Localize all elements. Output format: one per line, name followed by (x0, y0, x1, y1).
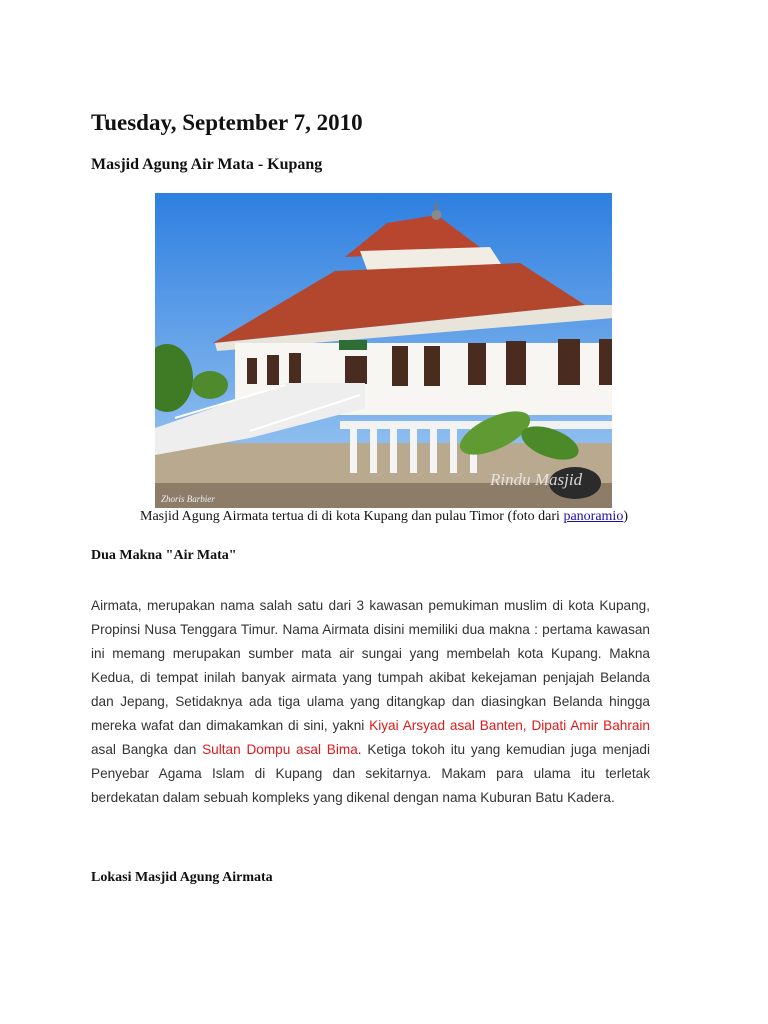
highlight-ulama-2: Sultan Dompu asal Bima (202, 742, 358, 757)
highlight-ulama-1: Kiyai Arsyad asal Banten, Dipati Amir Bahrain (369, 718, 650, 733)
caption-close: ) (623, 509, 628, 524)
section-heading-dua-makna: Dua Makna "Air Mata" (91, 548, 237, 563)
panoramio-link[interactable]: panoramio (563, 509, 624, 524)
paragraph-text-1: Airmata, merupakan nama salah satu dari 3 kawasan pemukiman muslim di kota Kupang, Propinsi Nusa Tenggara Timur. Nama Airmata disini memiliki dua makna : pertama kawasan ini memang merupakan sumber mata air sungai yang membelah kota Kupang. Makna Kedua, di tempat inilah banyak airmata yang tumpah akibat kekejaman penjajah Belanda dan Jepang, Setidaknya ada tiga ulama yang ditangkap dan diasingkan Belanda hingga mereka wafat dan dimakamkan di sini, yakni (91, 598, 650, 733)
date-header: Tuesday, September 7, 2010 (91, 110, 363, 135)
section-heading-lokasi: Lokasi Masjid Agung Airmata (91, 870, 273, 885)
body-paragraph (91, 594, 650, 810)
post-title: Masjid Agung Air Mata - Kupang (91, 156, 323, 173)
mosque-photo[interactable] (155, 193, 612, 508)
photo-caption (0, 509, 768, 525)
photo-watermark-right: Rindu Masjid (490, 470, 583, 489)
caption-text: Masjid Agung Airmata tertua di di kota Kupang dan pulau Timor (foto dari (140, 509, 564, 524)
paragraph-text-3: . Ketiga tokoh itu yang kemudian juga menjadi Penyebar Agama Islam di Kupang dan sekitarnya. Makam para ulama itu terletak berdekatan dalam sebuah kompleks yang dikenal dengan nama Kuburan Batu Kadera. (91, 742, 650, 805)
photo-watermark-left: Zhoris Barbier (161, 494, 215, 504)
paragraph-text-2: asal Bangka dan (91, 742, 203, 757)
